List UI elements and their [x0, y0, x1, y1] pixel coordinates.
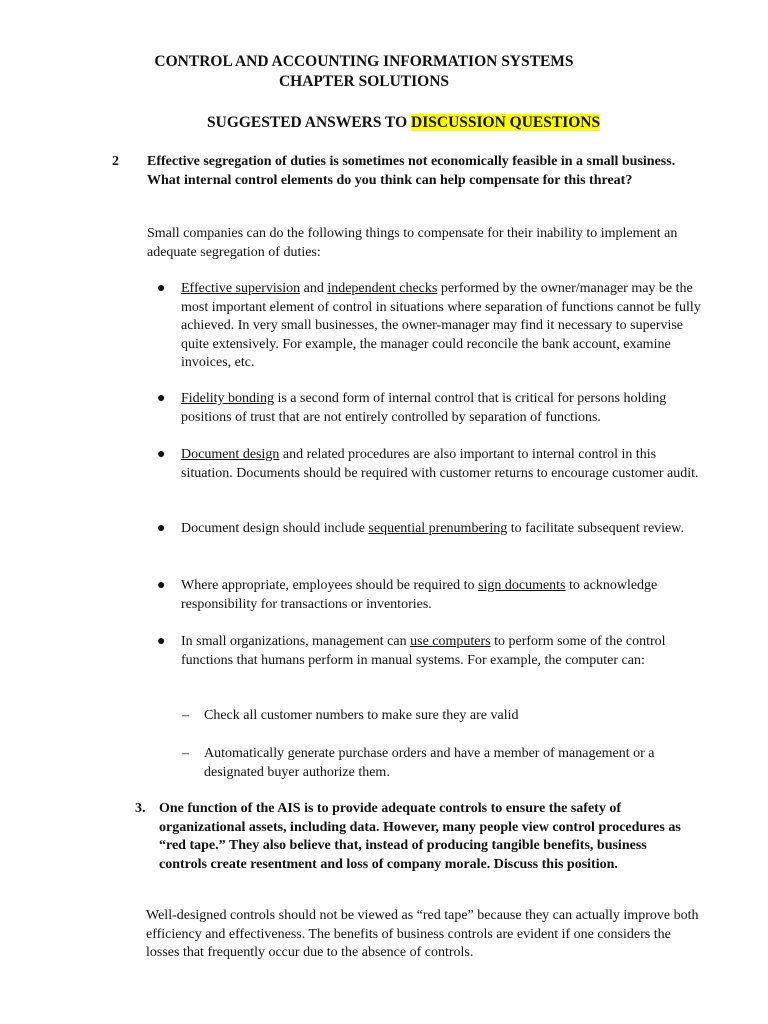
list-item: Effective supervision and independent checks performed by the owner/manager may be the most important element of control in situations where separation of functions cannot be fully achieved. In very small businesses, the owner-manager may find it necessary to supervise quite extensively. For example, the manager could reconcile the bank account, examine invoices, etc. [181, 281, 701, 370]
question-text: One function of the AIS is to provide adequate controls to ensure the safety of organizational assets, including data. However, many people view control procedures as “red tape.” They also believe that, instead of producing tangible benefits, business controls create resentment and loss of company morale. Discuss this position. [159, 801, 681, 872]
section-heading-prefix: SUGGESTED ANSWERS TO [207, 114, 412, 131]
bullet-icon: ● [157, 521, 166, 536]
list-item: Fidelity bonding is a second form of internal control that is critical for persons holding positions of trust that are not entirely controlled by separation of functions. [181, 391, 667, 425]
bullet-icon: ● [157, 391, 166, 406]
document-title: CONTROL AND ACCOUNTING INFORMATION SYSTEMS [154, 53, 574, 70]
highlighted-heading: DISCUSSION QUESTIONS [411, 114, 601, 131]
list-item: Document design and related procedures are also important to internal control in this situation. Documents should be required with customer returns to encourage customer audit. [181, 447, 699, 481]
answer-intro: Small companies can do the following things to compensate for their inability to implement an adequate segregation of duties: [147, 226, 678, 260]
question-number: 3. [135, 801, 146, 816]
sub-list-item: Automatically generate purchase orders and have a member of management or a designated buyer authorize them. [204, 746, 655, 780]
question-text: Effective segregation of duties is sometimes not economically feasible in a small business. What internal control elements do you think can help compensate for this threat? [147, 154, 676, 188]
dash-icon: – [182, 708, 189, 723]
bullet-icon: ● [157, 281, 166, 296]
bullet-icon: ● [157, 578, 166, 593]
answer-paragraph: Well-designed controls should not be viewed as “red tape” because they can actually improve both efficiency and effectiveness. The benefits of business controls are evident if one considers the losses that frequently occur due to the absence of controls. [146, 908, 699, 960]
list-item: Document design should include sequential prenumbering to facilitate subsequent review. [181, 521, 684, 536]
sub-list-item: Check all customer numbers to make sure they are valid [204, 708, 519, 723]
bullet-icon: ● [157, 634, 166, 649]
dash-icon: – [182, 746, 189, 761]
bullet-icon: ● [157, 447, 166, 462]
list-item: In small organizations, management can use computers to perform some of the control functions that humans perform in manual systems. For example, the computer can: [181, 634, 666, 668]
section-heading [207, 114, 600, 132]
document-subtitle: CHAPTER SOLUTIONS [278, 73, 450, 90]
list-item: Where appropriate, employees should be required to sign documents to acknowledge responsibility for transactions or inventories. [181, 578, 658, 612]
question-number: 2 [112, 154, 119, 169]
